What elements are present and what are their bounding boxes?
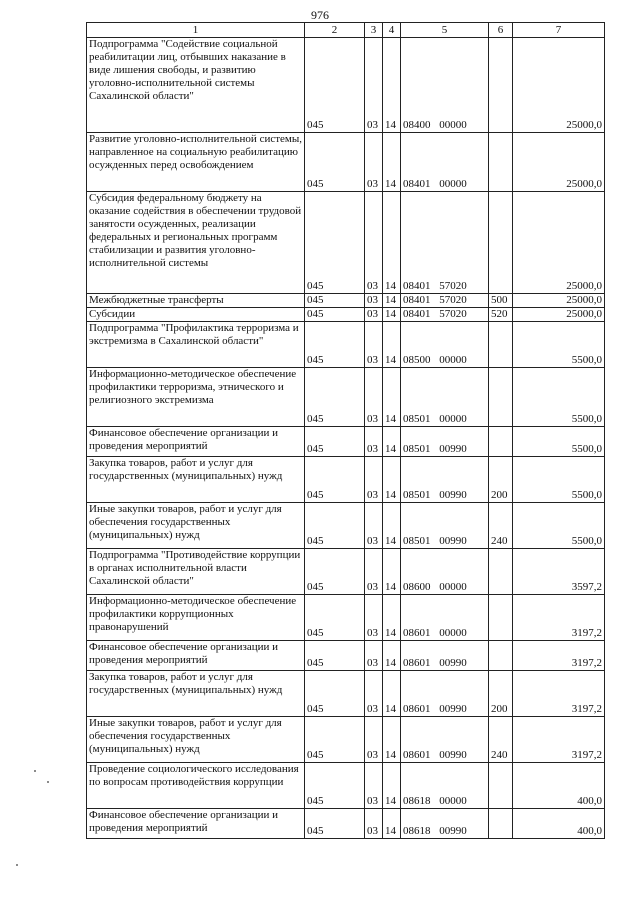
row-name: Развитие уголовно-исполнительной системы, направленное на социальную реабилитацию осужденных перед освобождением — [87, 133, 305, 192]
kvsr-code: 045 — [305, 38, 365, 133]
row-name: Межбюджетные трансферты — [87, 294, 305, 308]
amount-value: 400,0 — [513, 809, 605, 839]
kvsr-code: 045 — [305, 595, 365, 641]
scan-speck — [47, 781, 49, 783]
table-row — [87, 595, 605, 641]
kvsr-code: 045 — [305, 671, 365, 717]
kvsr-code: 045 — [305, 503, 365, 549]
section-code: 03 — [365, 308, 383, 322]
column-header: 5 — [401, 23, 489, 38]
row-name: Субсидия федеральному бюджету на оказание содействия в обеспечении трудовой занятости осужденных, реализации федеральных и региональных программ стабилизации и развития уголовно-исполнительной системы — [87, 192, 305, 294]
kvsr-code: 045 — [305, 763, 365, 809]
section-code: 03 — [365, 133, 383, 192]
vr-code — [489, 192, 513, 294]
amount-value: 3197,2 — [513, 595, 605, 641]
csr-code: 08618 00990 — [401, 809, 489, 839]
amount-value: 25000,0 — [513, 133, 605, 192]
subsection-code: 14 — [383, 133, 401, 192]
budget-table — [86, 22, 605, 839]
kvsr-code: 045 — [305, 809, 365, 839]
csr-code: 08600 00000 — [401, 549, 489, 595]
vr-code — [489, 427, 513, 457]
csr-code: 08501 00000 — [401, 368, 489, 427]
row-name: Финансовое обеспечение организации и проведения мероприятий — [87, 641, 305, 671]
vr-code: 200 — [489, 457, 513, 503]
csr-code: 08601 00990 — [401, 671, 489, 717]
amount-value: 25000,0 — [513, 38, 605, 133]
vr-code — [489, 133, 513, 192]
amount-value: 400,0 — [513, 763, 605, 809]
table-row — [87, 368, 605, 427]
subsection-code: 14 — [383, 308, 401, 322]
subsection-code: 14 — [383, 641, 401, 671]
kvsr-code: 045 — [305, 717, 365, 763]
vr-code — [489, 809, 513, 839]
row-name: Финансовое обеспечение организации и проведения мероприятий — [87, 809, 305, 839]
row-name: Подпрограмма "Противодействие коррупции в органах исполнительной власти Сахалинской области" — [87, 549, 305, 595]
amount-value: 3597,2 — [513, 549, 605, 595]
kvsr-code: 045 — [305, 133, 365, 192]
row-name: Закупка товаров, работ и услуг для государственных (муниципальных) нужд — [87, 457, 305, 503]
column-header: 6 — [489, 23, 513, 38]
table-row — [87, 294, 605, 308]
table-row — [87, 457, 605, 503]
subsection-code: 14 — [383, 809, 401, 839]
amount-value: 3197,2 — [513, 717, 605, 763]
section-code: 03 — [365, 763, 383, 809]
csr-code: 08601 00990 — [401, 717, 489, 763]
section-code: 03 — [365, 457, 383, 503]
table-row — [87, 308, 605, 322]
csr-code: 08501 00990 — [401, 457, 489, 503]
row-name: Информационно-методическое обеспечение профилактики терроризма, этнического и религиозного экстремизма — [87, 368, 305, 427]
csr-code: 08618 00000 — [401, 763, 489, 809]
kvsr-code: 045 — [305, 192, 365, 294]
section-code: 03 — [365, 549, 383, 595]
section-code: 03 — [365, 717, 383, 763]
amount-value: 3197,2 — [513, 641, 605, 671]
row-name: Финансовое обеспечение организации и проведения мероприятий — [87, 427, 305, 457]
csr-code: 08501 00990 — [401, 503, 489, 549]
column-header: 4 — [383, 23, 401, 38]
row-name: Закупка товаров, работ и услуг для государственных (муниципальных) нужд — [87, 671, 305, 717]
section-code: 03 — [365, 322, 383, 368]
section-code: 03 — [365, 427, 383, 457]
vr-code — [489, 763, 513, 809]
column-header: 3 — [365, 23, 383, 38]
column-header: 7 — [513, 23, 605, 38]
section-code: 03 — [365, 368, 383, 427]
subsection-code: 14 — [383, 671, 401, 717]
amount-value: 5500,0 — [513, 368, 605, 427]
csr-code: 08401 57020 — [401, 308, 489, 322]
row-name: Иные закупки товаров, работ и услуг для обеспечения государственных (муниципальных) нужд — [87, 503, 305, 549]
table-row — [87, 549, 605, 595]
section-code: 03 — [365, 294, 383, 308]
csr-code: 08601 00000 — [401, 595, 489, 641]
section-code: 03 — [365, 641, 383, 671]
vr-code — [489, 549, 513, 595]
vr-code — [489, 641, 513, 671]
kvsr-code: 045 — [305, 294, 365, 308]
section-code: 03 — [365, 595, 383, 641]
vr-code: 200 — [489, 671, 513, 717]
column-header: 2 — [305, 23, 365, 38]
section-code: 03 — [365, 192, 383, 294]
table-row — [87, 717, 605, 763]
kvsr-code: 045 — [305, 308, 365, 322]
table-header-row — [87, 23, 605, 38]
row-name: Субсидии — [87, 308, 305, 322]
section-code: 03 — [365, 503, 383, 549]
subsection-code: 14 — [383, 457, 401, 503]
row-name: Подпрограмма "Профилактика терроризма и экстремизма в Сахалинской области" — [87, 322, 305, 368]
section-code: 03 — [365, 809, 383, 839]
kvsr-code: 045 — [305, 549, 365, 595]
amount-value: 3197,2 — [513, 671, 605, 717]
table-row — [87, 671, 605, 717]
kvsr-code: 045 — [305, 368, 365, 427]
kvsr-code: 045 — [305, 427, 365, 457]
table-row — [87, 809, 605, 839]
amount-value: 25000,0 — [513, 192, 605, 294]
subsection-code: 14 — [383, 763, 401, 809]
amount-value: 5500,0 — [513, 503, 605, 549]
row-name: Иные закупки товаров, работ и услуг для обеспечения государственных (муниципальных) нужд — [87, 717, 305, 763]
amount-value: 25000,0 — [513, 294, 605, 308]
scan-speck — [16, 864, 18, 866]
scan-speck — [34, 770, 36, 772]
vr-code: 500 — [489, 294, 513, 308]
csr-code: 08501 00990 — [401, 427, 489, 457]
vr-code: 240 — [489, 503, 513, 549]
subsection-code: 14 — [383, 368, 401, 427]
subsection-code: 14 — [383, 717, 401, 763]
table-row — [87, 192, 605, 294]
column-header: 1 — [87, 23, 305, 38]
amount-value: 5500,0 — [513, 427, 605, 457]
row-name: Информационно-методическое обеспечение профилактики коррупционных правонарушений — [87, 595, 305, 641]
csr-code: 08401 00000 — [401, 133, 489, 192]
table-row — [87, 133, 605, 192]
page-number: 976 — [311, 8, 329, 22]
subsection-code: 14 — [383, 595, 401, 641]
table-row — [87, 322, 605, 368]
vr-code: 240 — [489, 717, 513, 763]
row-name: Подпрограмма "Содействие социальной реабилитации лиц, отбывших наказание в виде лишения свободы, и развитию уголовно-исполнительной системы Сахалинской области" — [87, 38, 305, 133]
subsection-code: 14 — [383, 322, 401, 368]
vr-code — [489, 368, 513, 427]
table-row — [87, 763, 605, 809]
section-code: 03 — [365, 671, 383, 717]
vr-code — [489, 322, 513, 368]
table-row — [87, 427, 605, 457]
kvsr-code: 045 — [305, 457, 365, 503]
csr-code: 08401 57020 — [401, 294, 489, 308]
csr-code: 08400 00000 — [401, 38, 489, 133]
csr-code: 08500 00000 — [401, 322, 489, 368]
vr-code — [489, 38, 513, 133]
amount-value: 25000,0 — [513, 308, 605, 322]
subsection-code: 14 — [383, 549, 401, 595]
vr-code — [489, 595, 513, 641]
kvsr-code: 045 — [305, 322, 365, 368]
table-row — [87, 38, 605, 133]
subsection-code: 14 — [383, 427, 401, 457]
subsection-code: 14 — [383, 294, 401, 308]
vr-code: 520 — [489, 308, 513, 322]
amount-value: 5500,0 — [513, 322, 605, 368]
subsection-code: 14 — [383, 192, 401, 294]
subsection-code: 14 — [383, 38, 401, 133]
amount-value: 5500,0 — [513, 457, 605, 503]
table-row — [87, 503, 605, 549]
row-name: Проведение социологического исследования по вопросам противодействия коррупции — [87, 763, 305, 809]
kvsr-code: 045 — [305, 641, 365, 671]
table-row — [87, 641, 605, 671]
csr-code: 08401 57020 — [401, 192, 489, 294]
section-code: 03 — [365, 38, 383, 133]
subsection-code: 14 — [383, 503, 401, 549]
csr-code: 08601 00990 — [401, 641, 489, 671]
